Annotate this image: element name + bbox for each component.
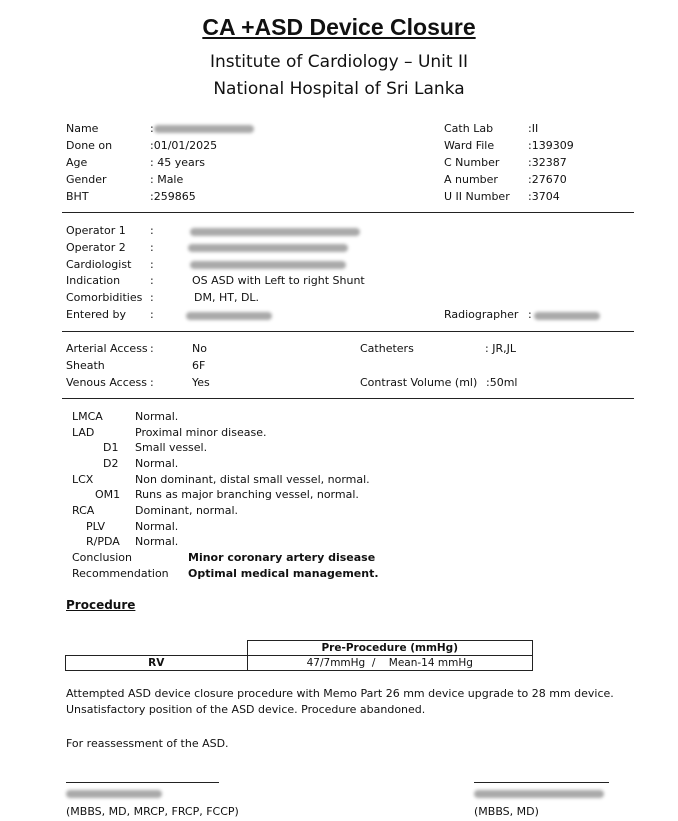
finding-value: Dominant, normal.: [135, 504, 239, 517]
done-on-value: :01/01/2025: [150, 139, 218, 152]
rv-value: 47/7mmHg / Mean-14 mmHg: [247, 656, 533, 671]
recommendation-label: Recommendation: [72, 567, 169, 580]
redacted-signatory-right: [474, 790, 604, 798]
operator2-label: Operator 2: [66, 241, 126, 254]
name-label: Name: [66, 122, 99, 135]
procedure-text-2: Unsatisfactory position of the ASD device. Procedure abandoned.: [66, 703, 426, 716]
finding-value: Runs as major branching vessel, normal.: [135, 488, 359, 501]
indication-label: Indication: [66, 274, 121, 287]
cath-lab-label: Cath Lab: [444, 122, 494, 135]
table-header: Pre-Procedure (mmHg): [247, 641, 533, 656]
table-row: [66, 656, 533, 671]
finding-label: OM1: [95, 488, 121, 501]
finding-label: D1: [103, 441, 119, 454]
catheters-value: : JR,JL: [485, 342, 516, 355]
redacted-operator1: [190, 228, 360, 236]
divider-2: [62, 331, 634, 332]
finding-label: LAD: [72, 426, 95, 439]
comorbidities-label: Comorbidities: [66, 291, 143, 304]
radiographer-label: Radiographer: [444, 308, 519, 321]
done-on-label: Done on: [66, 139, 113, 152]
finding-value: Non dominant, distal small vessel, normal.: [135, 473, 370, 486]
ward-file-value: :139309: [528, 139, 574, 152]
cardiologist-colon: :: [150, 258, 154, 271]
sheath-value: 6F: [192, 359, 206, 372]
operator1-colon: :: [150, 224, 154, 237]
hospital-name: National Hospital of Sri Lanka: [213, 79, 465, 99]
cardiologist-label: Cardiologist: [66, 258, 132, 271]
conclusion-value: Minor coronary artery disease: [188, 551, 376, 564]
finding-label: RCA: [72, 504, 95, 517]
institute-name: Institute of Cardiology – Unit II: [209, 52, 468, 72]
table-header-blank: [66, 641, 248, 656]
bht-value: :259865: [150, 190, 196, 203]
contrast-volume-label: Contrast Volume (ml): [360, 376, 478, 389]
sheath-label: Sheath: [66, 359, 105, 372]
age-value: : 45 years: [150, 156, 205, 169]
entered-by-label: Entered by: [66, 308, 127, 321]
indication-colon: :: [150, 274, 154, 287]
pressure-table: [65, 640, 533, 671]
a-number-label: A number: [444, 173, 498, 186]
divider-1: [62, 212, 634, 213]
age-label: Age: [66, 156, 88, 169]
finding-value: Small vessel.: [135, 441, 208, 454]
signatory-right-qualifications: (MBBS, MD): [474, 805, 539, 818]
procedure-heading: Procedure: [66, 598, 136, 612]
radiographer-colon: :: [528, 308, 532, 321]
cath-lab-value: :II: [528, 122, 539, 135]
redacted-operator2: [188, 244, 348, 252]
catheters-label: Catheters: [360, 342, 414, 355]
operator1-label: Operator 1: [66, 224, 126, 237]
entered-by-colon: :: [150, 308, 154, 321]
finding-value: Proximal minor disease.: [135, 426, 267, 439]
signatory-left-qualifications: (MBBS, MD, MRCP, FRCP, FCCP): [66, 805, 239, 818]
rv-label: RV: [66, 656, 248, 671]
name-value: :: [150, 122, 254, 136]
redacted-name: [154, 125, 254, 133]
redacted-radiographer: [534, 312, 600, 320]
bht-label: BHT: [66, 190, 89, 203]
signature-line-right: [474, 782, 609, 783]
recommendation-value: Optimal medical management.: [188, 567, 379, 580]
finding-label: LCX: [72, 473, 94, 486]
finding-value: Normal.: [135, 410, 179, 423]
procedure-text-1: Attempted ASD device closure procedure with Memo Part 26 mm device upgrade to 28 mm device.: [66, 687, 614, 700]
redacted-signatory-left: [66, 790, 162, 798]
venous-access-label: Venous Access: [66, 376, 147, 389]
redacted-entered-by: [186, 312, 272, 320]
operator2-colon: :: [150, 241, 154, 254]
table-header-row: [66, 641, 533, 656]
finding-value: Normal.: [135, 535, 179, 548]
divider-3: [62, 398, 634, 399]
report-title: CA +ASD Device Closure: [202, 14, 476, 40]
finding-label: R/PDA: [86, 535, 120, 548]
comorbidities-value: DM, HT, DL.: [194, 291, 260, 304]
ward-file-label: Ward File: [444, 139, 495, 152]
contrast-volume-value: :50ml: [486, 376, 518, 389]
c-number-label: C Number: [444, 156, 500, 169]
venous-access-value: Yes: [192, 376, 210, 389]
conclusion-label: Conclusion: [72, 551, 132, 564]
procedure-text-3: For reassessment of the ASD.: [66, 737, 229, 750]
venous-access-colon: :: [150, 376, 154, 389]
indication-value: OS ASD with Left to right Shunt: [192, 274, 365, 287]
signature-line-left: [66, 782, 219, 783]
a-number-value: :27670: [528, 173, 567, 186]
c-number-value: :32387: [528, 156, 567, 169]
redacted-cardiologist: [190, 261, 346, 269]
finding-label: LMCA: [72, 410, 103, 423]
u2-number-value: :3704: [528, 190, 560, 203]
gender-value: : Male: [150, 173, 184, 186]
finding-value: Normal.: [135, 457, 179, 470]
finding-label: D2: [103, 457, 119, 470]
arterial-access-label: Arterial Access: [66, 342, 148, 355]
comorbidities-colon: :: [150, 291, 154, 304]
arterial-access-value: No: [192, 342, 207, 355]
u2-number-label: U II Number: [444, 190, 510, 203]
arterial-access-colon: :: [150, 342, 154, 355]
finding-value: Normal.: [135, 520, 179, 533]
finding-label: PLV: [86, 520, 106, 533]
gender-label: Gender: [66, 173, 107, 186]
